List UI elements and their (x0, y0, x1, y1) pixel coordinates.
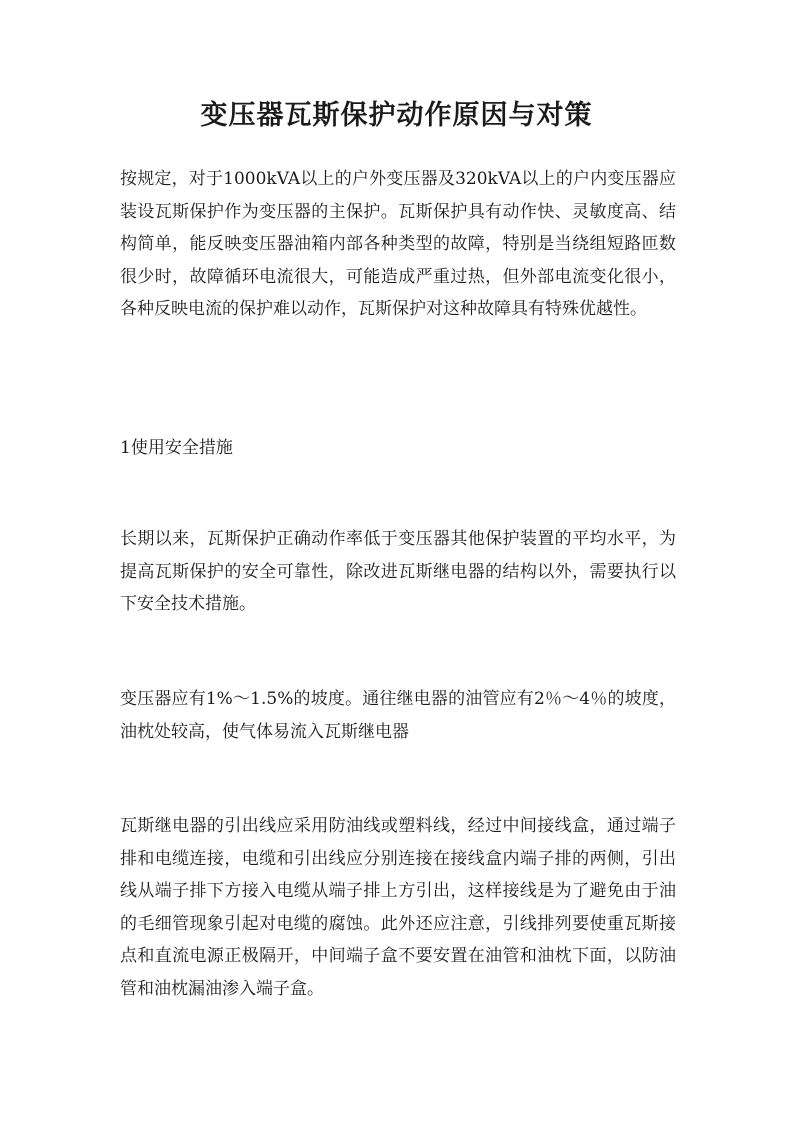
paragraph-intro: 按规定，对于1000kVA以上的户外变压器及320kVA以上的户内变压器应装设瓦斯保护作为变压器的主保护。瓦斯保护具有动作快、灵敏度高、结构简单，能反映变压器油箱内部各种类型的故障，特别是当绕组短路匝数很少时，故障循环电流很大，可能造成严重过热，但外部电流变化很小，各种反映电流的保护难以动作，瓦斯保护对这种故障具有特殊优越性。 (120, 169, 676, 319)
paragraph-safety-overview: 长期以来，瓦斯保护正确动作率低于变压器其他保护装置的平均水平，为提高瓦斯保护的安全可靠性，除改进瓦斯继电器的结构以外，需要执行以下安全技术措施。 (120, 529, 676, 614)
document-title: 变压器瓦斯保护动作原因与对策 (200, 100, 593, 131)
paragraph-wiring-requirement: 瓦斯继电器的引出线应采用防油线或塑料线，经过中间接线盒，通过端子排和电缆连接，电缆和引出线应分别连接在接线盒内端子排的两侧，引出线从端子排下方接入电缆从端子排上方引出，这样接线是为了避免由于油的毛细管现象引起对电缆的腐蚀。此外还应注意，引线排列要使重瓦斯接点和直流电源正极隔开，中间端子盒不要安置在油管和油枕下面，以防油管和油枕漏油渗入端子盒。 (120, 816, 676, 999)
paragraph-slope-requirement: 变压器应有1%～1.5%的坡度。通往继电器的油管应有2％～4％的坡度，油枕处较高，使气体易流入瓦斯继电器 (120, 689, 676, 742)
section-heading-safety-measures: 1使用安全措施 (120, 438, 233, 458)
